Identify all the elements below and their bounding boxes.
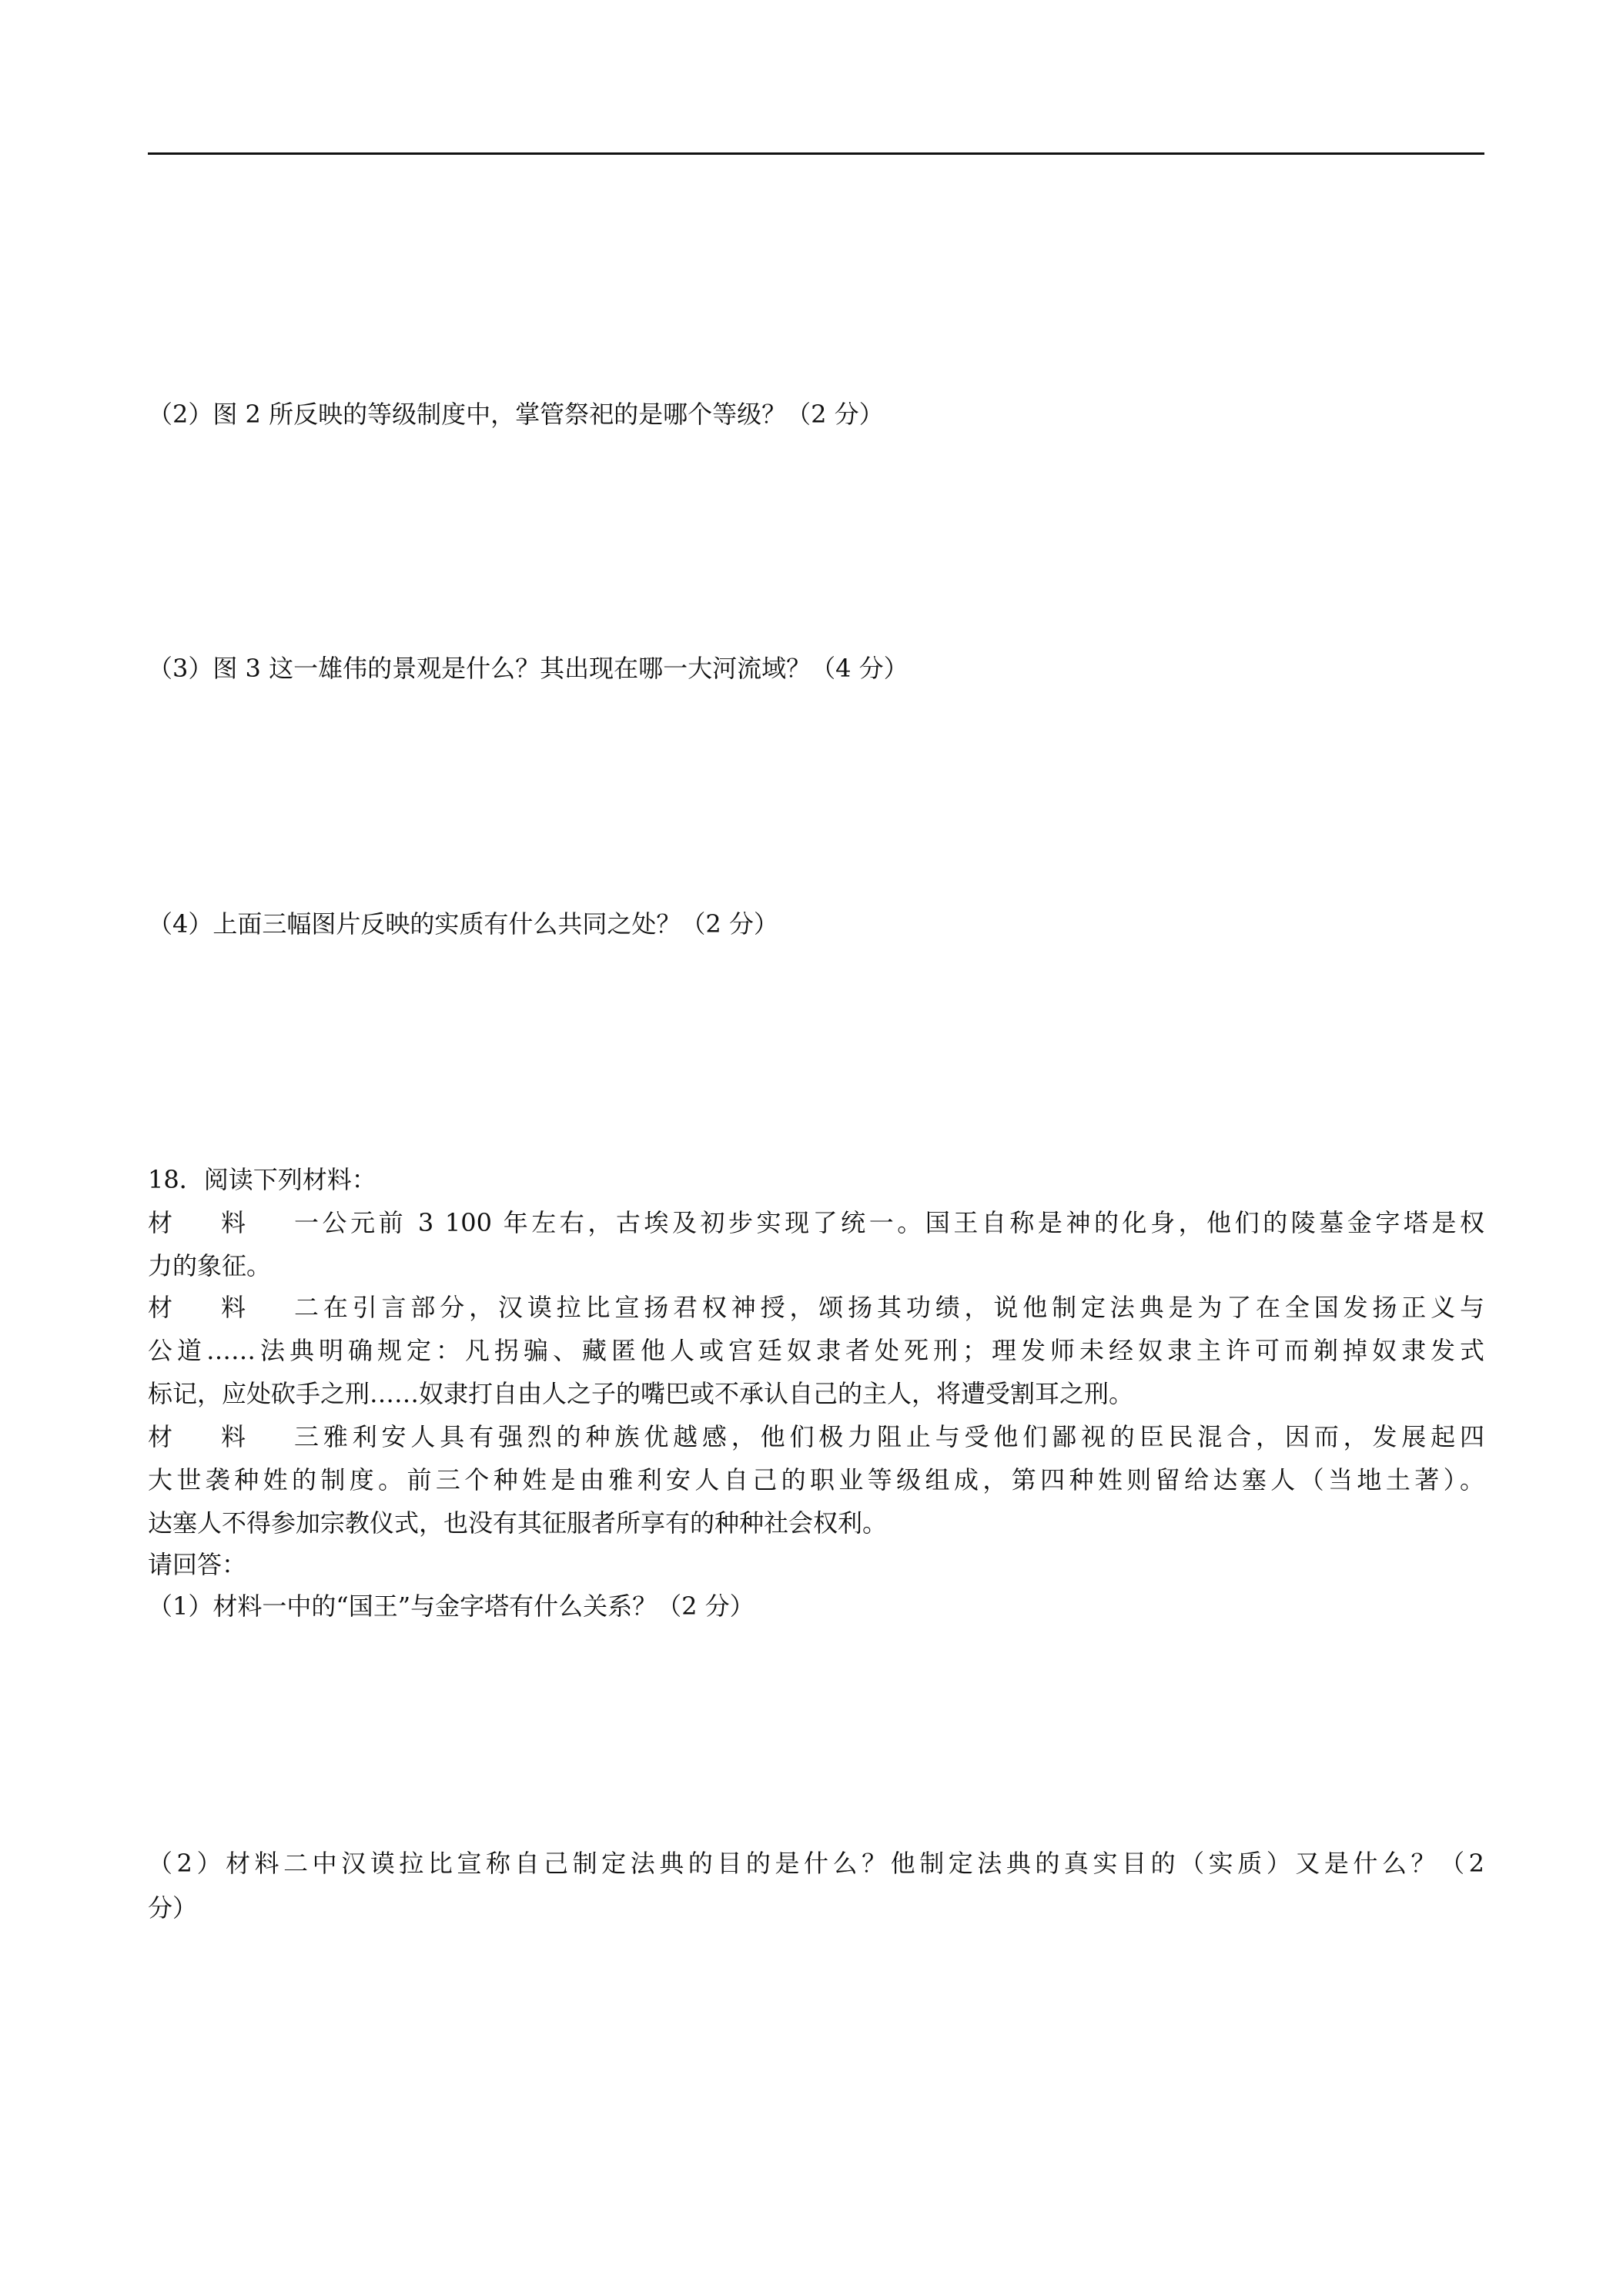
- material3-line-2: 大世袭种姓的制度。前三个种姓是由雅利安人自己的职业等级组成，第四种姓则留给达塞人（当地土著）。: [148, 1465, 1484, 1494]
- material2-line-2: 公道……法典明确规定：凡拐骗、藏匿他人或宫廷奴隶者处死刑；理发师未经奴隶主许可而剃掉奴隶发式: [148, 1336, 1484, 1365]
- q18-question-2-line-2: 分）: [148, 1893, 198, 1923]
- material3-label: 材料三: [148, 1422, 319, 1451]
- material2-line-1: [148, 1290, 1484, 1324]
- material3-line-3: 达塞人不得参加宗教仪式，也没有其征服者所享有的种种社会权利。: [148, 1508, 888, 1538]
- q18-question-2-line-1: （2）材料二中汉谟拉比宣称自己制定法典的目的是什么？他制定法典的真实目的（实质）又是什么？（2: [148, 1849, 1484, 1878]
- material3-line-1: [148, 1420, 1484, 1454]
- q17-part-3: （3）图 3 这一雄伟的景观是什么？其出现在哪一大河流域？（4 分）: [148, 654, 909, 683]
- material2-text: 在引言部分，汉谟拉比宣扬君权神授，颂扬其功绩，说他制定法典是为了在全国发扬正义与: [319, 1293, 1484, 1322]
- material1-label: 材料一: [148, 1208, 319, 1237]
- q18-question-1: （1）材料一中的“国王”与金字塔有什么关系？（2 分）: [148, 1591, 755, 1621]
- q17-part-2: （2）图 2 所反映的等级制度中，掌管祭祀的是哪个等级？（2 分）: [148, 400, 884, 429]
- header-rule: [148, 152, 1484, 155]
- q17-part-4: （4）上面三幅图片反映的实质有什么共同之处？（2 分）: [148, 909, 778, 939]
- material1-line-2: 力的象征。: [148, 1251, 272, 1280]
- q18-title: 18．阅读下列材料：: [148, 1165, 376, 1194]
- material2-line-3: 标记，应处砍手之刑……奴隶打自由人之子的嘴巴或不承认自己的主人，将遭受割耳之刑。: [148, 1379, 1134, 1408]
- material1-line-1: [148, 1206, 1484, 1240]
- answer-prompt: 请回答：: [148, 1550, 247, 1579]
- material2-label: 材料二: [148, 1293, 319, 1322]
- material3-text: 雅利安人具有强烈的种族优越感，他们极力阻止与受他们鄙视的臣民混合，因而，发展起四: [319, 1422, 1484, 1451]
- material1-text: 公元前 3 100 年左右，古埃及初步实现了统一。国王自称是神的化身，他们的陵墓金字塔是权: [319, 1208, 1484, 1237]
